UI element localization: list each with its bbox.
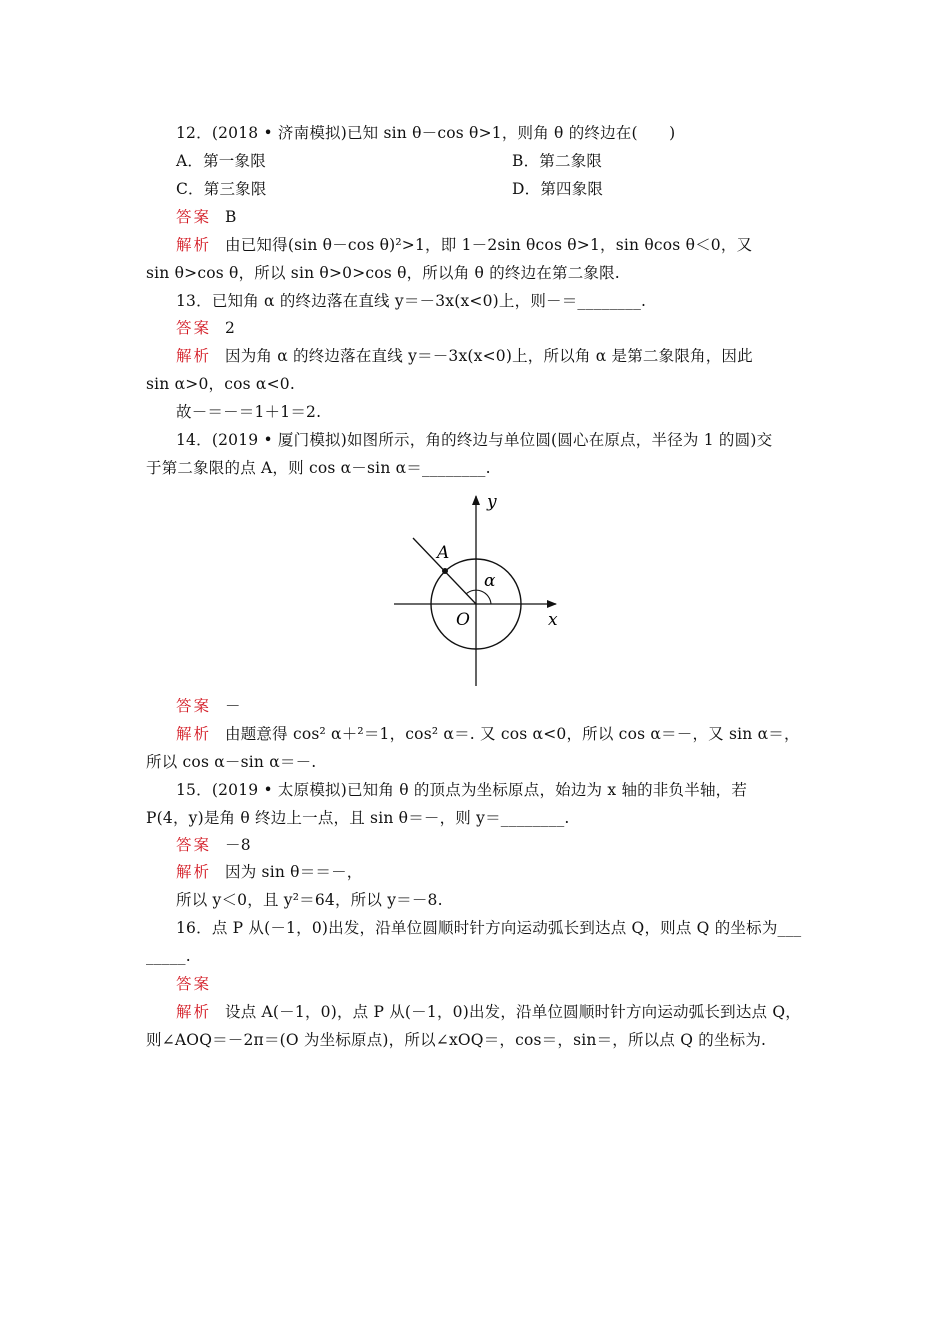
q12-analysis-1: 由已知得(sin θ－cos θ)²>1，即 1－2sin θcos θ>1，sin θcos θ＜0，又	[225, 236, 753, 254]
q14-stem-1: 14．(2019 • 厦门模拟)如图所示，角的终边与单位圆(圆心在原点，半径为 1 的圆)交	[176, 431, 773, 449]
q16-analysis-2: 则∠AOQ＝－2π＝(O 为坐标原点)，所以∠xOQ＝，cos＝，sin＝，所以点 Q 的坐标为.	[146, 1031, 767, 1049]
q13-analysis-3: 故－＝－＝1＋1＝2.	[176, 403, 322, 421]
y-axis-label: y	[487, 492, 497, 512]
q13-answer-line	[176, 318, 235, 338]
answer-label: 答案	[176, 836, 212, 854]
q15-analysis-1: 因为 sin θ＝＝－，	[225, 863, 363, 881]
q13-stem: 13．已知角 α 的终边落在直线 y＝－3x(x<0)上，则－＝________.	[176, 292, 647, 310]
analysis-label: 解析	[176, 725, 212, 743]
q14-analysis-2: 所以 cos α－sin α＝－.	[146, 753, 317, 771]
unit-circle-diagram	[380, 486, 572, 689]
point-a-label: A	[437, 543, 450, 563]
q15-answer: －8	[225, 836, 251, 854]
analysis-label: 解析	[176, 236, 212, 254]
q12-option-b: B．第二象限	[512, 152, 603, 170]
angle-label: α	[484, 571, 496, 591]
point-a-marker	[442, 568, 448, 574]
q12-option-a: A．第一象限	[176, 152, 266, 170]
answer-label: 答案	[176, 208, 212, 226]
q12-option-c: C．第三象限	[176, 180, 267, 198]
q16-stem-1: 16．点 P 从(－1，0)出发，沿单位圆顺时针方向运动弧长到达点 Q，则点 Q 的坐标为___	[176, 919, 802, 937]
q12-option-d: D．第四象限	[512, 180, 604, 198]
q16-answer-line	[176, 974, 225, 994]
q12-answer: B	[225, 208, 237, 226]
x-axis-label: x	[548, 610, 558, 630]
q15-analysis-2: 所以 y＜0，且 y²＝64，所以 y＝－8.	[176, 891, 443, 909]
analysis-label: 解析	[176, 1003, 212, 1021]
q15-analysis-line-1	[176, 862, 363, 882]
q14-answer: －	[225, 697, 241, 715]
q14-stem-2: 于第二象限的点 A，则 cos α－sin α＝________.	[146, 459, 491, 477]
answer-label: 答案	[176, 975, 212, 993]
analysis-label: 解析	[176, 347, 212, 365]
origin-label: O	[456, 610, 470, 630]
q13-analysis-1: 因为角 α 的终边落在直线 y＝－3x(x<0)上，所以角 α 是第二象限角，因此	[225, 347, 753, 365]
q13-answer: 2	[225, 319, 236, 337]
analysis-label: 解析	[176, 863, 212, 881]
q13-analysis-2: sin α>0，cos α<0.	[146, 375, 295, 393]
q14-answer-line	[176, 696, 241, 716]
answer-label: 答案	[176, 319, 212, 337]
q12-analysis-line-1	[176, 235, 752, 255]
q15-stem-2: P(4，y)是角 θ 终边上一点，且 sin θ＝－，则 y＝________.	[146, 809, 570, 827]
q14-analysis-line-1	[176, 724, 800, 744]
q15-stem-1: 15．(2019 • 太原模拟)已知角 θ 的顶点为坐标原点，始边为 x 轴的非负半轴，若	[176, 781, 748, 799]
q16-analysis-1: 设点 A(－1，0)，点 P 从(－1，0)出发，沿单位圆顺时针方向运动弧长到达点 Q，	[225, 1003, 801, 1021]
q12-stem: 12．(2018 • 济南模拟)已知 sin θ－cos θ>1，则角 θ 的终边在( )	[176, 124, 676, 142]
answer-label: 答案	[176, 697, 212, 715]
q12-analysis-2: sin θ>cos θ，所以 sin θ>0>cos θ，所以角 θ 的终边在第二象限.	[146, 264, 620, 282]
q16-stem-2: _____.	[146, 947, 191, 965]
q16-analysis-line-1	[176, 1002, 801, 1022]
unit-circle-figure	[380, 486, 572, 689]
q14-analysis-1: 由题意得 cos² α＋²＝1，cos² α＝. 又 cos α<0，所以 cos α＝－，又 sin α＝，	[225, 725, 800, 743]
q12-answer-line	[176, 207, 237, 227]
q15-answer-line	[176, 835, 251, 855]
q13-analysis-line-1	[176, 346, 753, 366]
